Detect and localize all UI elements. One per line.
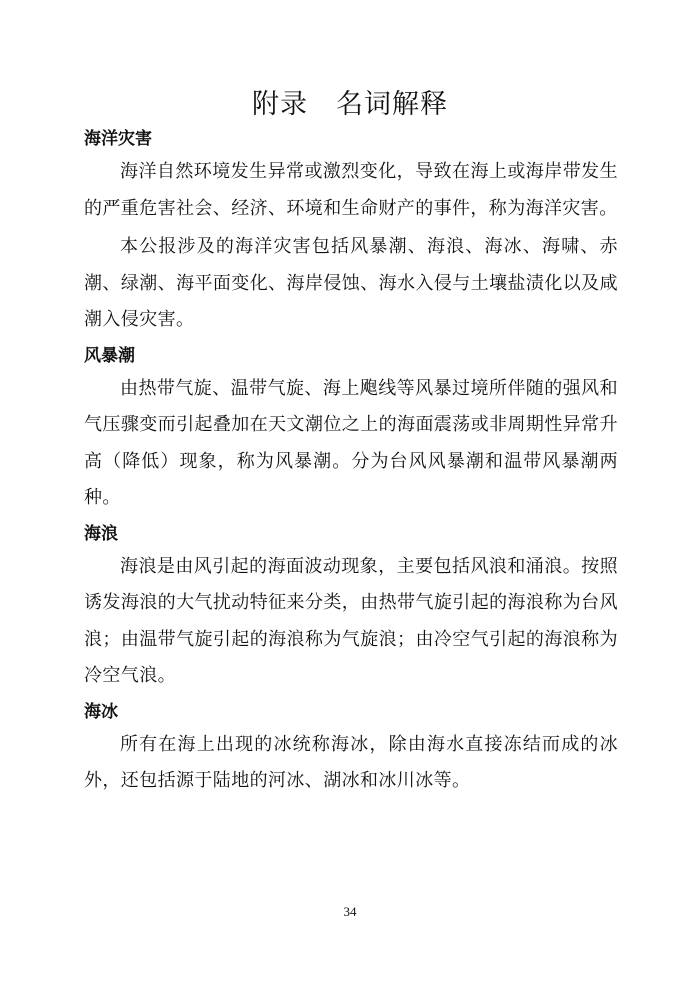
page-title: 附录 名词解释	[252, 89, 448, 120]
paragraph: 由热带气旋、温带气旋、海上飑线等风暴过境所伴随的强风和气压骤变而引起叠加在天文潮位之上的海面震荡或非周期性异常升高（降低）现象，称为风暴潮。分为台风风暴潮和温带风暴潮两种。	[84, 377, 618, 508]
section-sea-ice	[84, 697, 618, 800]
section-heading: 海冰	[84, 701, 118, 722]
section-storm-surge	[84, 341, 618, 517]
section-ocean-disaster	[84, 124, 618, 339]
section-waves	[84, 519, 618, 695]
paragraph: 所有在海上出现的冰统称海冰，除由海水直接冻结而成的冰外，还包括源于陆地的河冰、湖冰和冰川冰等。	[84, 733, 618, 791]
section-heading: 风暴潮	[84, 345, 135, 366]
paragraph: 海洋自然环境发生异常或激烈变化，导致在海上或海岸带发生的严重危害社会、经济、环境和生命财产的事件，称为海洋灾害。	[84, 161, 618, 219]
section-heading: 海洋灾害	[84, 129, 152, 149]
section-heading: 海浪	[84, 523, 118, 544]
paragraph: 海浪是由风引起的海面波动现象，主要包括风浪和涌浪。按照诱发海浪的大气扰动特征来分类，由热带气旋引起的海浪称为台风浪；由温带气旋引起的海浪称为气旋浪；由冷空气引起的海浪称为冷空气浪。	[84, 555, 618, 686]
paragraph: 本公报涉及的海洋灾害包括风暴潮、海浪、海冰、海啸、赤潮、绿潮、海平面变化、海岸侵蚀、海水入侵与土壤盐渍化以及咸潮入侵灾害。	[84, 236, 618, 330]
glossary-content	[84, 124, 618, 802]
page-number: 34	[343, 904, 357, 919]
